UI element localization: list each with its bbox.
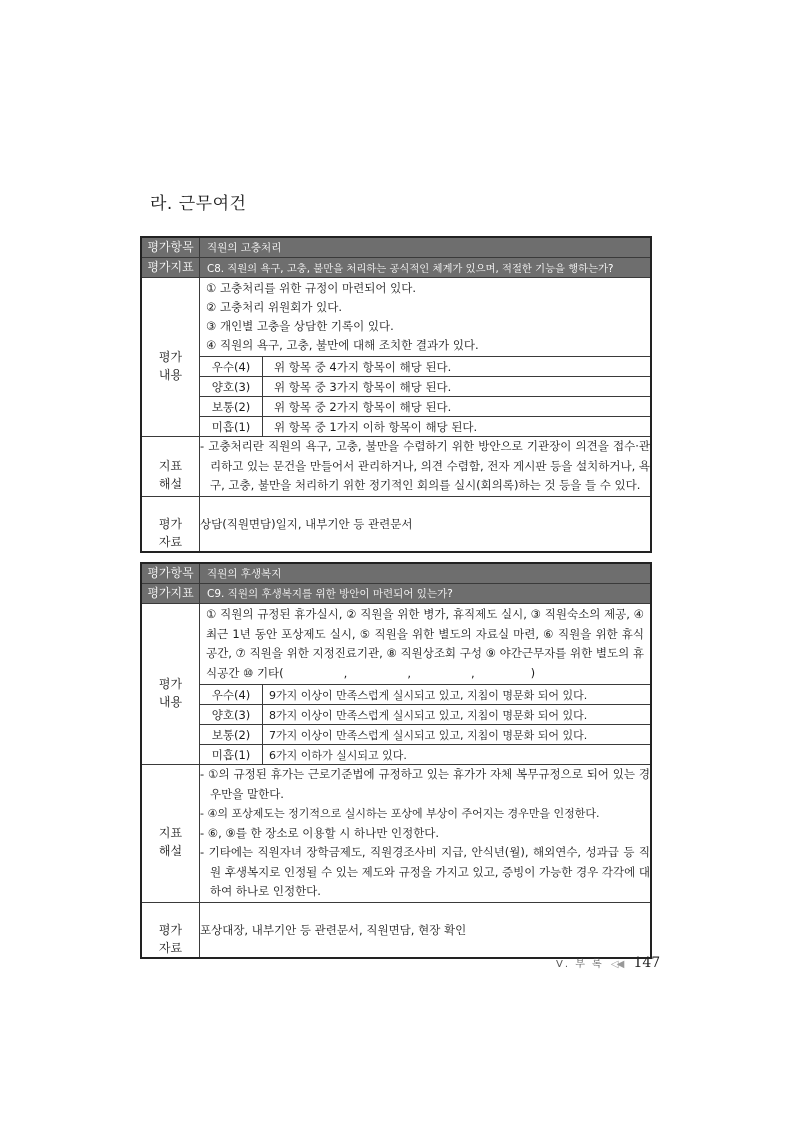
item-label: 평가항목	[141, 563, 200, 584]
content-paragraph	[200, 604, 650, 684]
evaluation-table-c8	[140, 236, 652, 553]
indicator-value: C8. 직원의 욕구, 고충, 불만을 처리하는 공식적인 체계가 있으며, 적절한 기능을 행하는가?	[200, 258, 652, 278]
page-number: 147	[633, 955, 661, 971]
material-label	[141, 496, 200, 552]
material-label	[141, 902, 200, 958]
explain-item: - ①의 규정된 휴가는 근로기준법에 규정하고 있는 휴가가 자체 복무규정으로 되어 있는 경우만을 말한다.	[200, 767, 650, 801]
grade-desc: 위 항목 중 2가지 항목이 해당 된다.	[263, 397, 651, 417]
grade-label: 보통(2)	[200, 397, 263, 417]
grade-row	[200, 357, 650, 377]
content-cell	[200, 604, 652, 765]
grade-row	[200, 417, 650, 437]
blank-sep: ,	[343, 665, 348, 680]
page-footer	[556, 955, 660, 971]
indicator-value: C9. 직원의 후생복지를 위한 방안이 마련되어 있는가?	[200, 584, 652, 604]
content-label-text: 평가 내용	[158, 677, 183, 709]
content-cell	[200, 278, 652, 437]
grade-desc: 7가지 이상이 만족스럽게 실시되고 있고, 지침이 명문화 되어 있다.	[263, 725, 651, 745]
content-text: ① 직원의 규정된 휴가실시, ② 직원을 위한 병가, 휴직제도 실시, ③ 직원숙소의 제공, ④ 최근 1년 동안 포상제도 실시, ⑤ 직원을 위한 별도의 자료실 마련, ⑥ 직원을 위한 휴식공간, ⑦ 직원을 위한 지정진료기관, ⑧ 직원상조회 구성 ⑨ 야간근무자를 위한 별도의 휴식공간 ⑩ 기타(	[206, 607, 644, 680]
grade-desc: 위 항목 중 4가지 항목이 해당 된다.	[263, 357, 651, 377]
grade-label: 보통(2)	[200, 725, 263, 745]
content-row	[141, 278, 651, 437]
grade-row	[200, 705, 650, 725]
grade-label: 양호(3)	[200, 705, 263, 725]
grade-desc: 9가지 이상이 만족스럽게 실시되고 있고, 지침이 명문화 되어 있다.	[263, 685, 651, 705]
footer-chapter: Ⅴ. 부 록	[556, 959, 604, 970]
header-row-indicator	[141, 584, 651, 604]
explain-label	[141, 765, 200, 903]
indicator-label: 평가지표	[141, 258, 200, 278]
blank-sep: )	[530, 665, 536, 680]
grade-table	[200, 356, 650, 436]
content-row	[141, 604, 651, 765]
explain-item: - ④의 포상제도는 정기적으로 실시하는 포상에 부상이 주어지는 경우만을 인정한다.	[200, 807, 600, 820]
material-row	[141, 902, 651, 958]
explain-cell	[200, 437, 652, 497]
material-value: 포상대장, 내부기안 등 관련문서, 직원면담, 현장 확인	[200, 902, 652, 958]
footer-arrows-icon: ◁◀	[610, 959, 623, 970]
material-value: 상담(직원면담)일지, 내부기안 등 관련문서	[200, 496, 652, 552]
explain-row	[141, 765, 651, 903]
grade-desc: 위 항목 중 3가지 항목이 해당 된다.	[263, 377, 651, 397]
item-value: 직원의 고충처리	[200, 237, 652, 258]
content-line: ② 고충처리 위원회가 있다.	[206, 300, 343, 314]
item-label: 평가항목	[141, 237, 200, 258]
explain-row	[141, 437, 651, 497]
content-line: ④ 직원의 욕구, 고충, 불만에 대해 조치한 결과가 있다.	[206, 338, 479, 352]
header-row-item	[141, 237, 651, 258]
explain-item: - ⑥, ⑨를 한 장소로 이용할 시 하나만 인정한다.	[200, 825, 440, 840]
explain-cell	[200, 765, 652, 903]
explain-label-text: 지표 해설	[158, 826, 183, 859]
material-row	[141, 496, 651, 552]
grade-row	[200, 725, 650, 745]
grade-row	[200, 745, 650, 765]
blank-sep: ,	[470, 665, 475, 680]
grade-row	[200, 377, 650, 397]
grade-row	[200, 685, 650, 705]
explain-item: - 기타에는 직원자녀 장학금제도, 직원경조사비 지급, 안식년(월), 해외연수, 성과급 등 직원 후생복지로 인정될 수 있는 제도와 규정을 가지고 있고, 증빙이 가능한 경우 각각에 대하여 하나로 인정한다.	[200, 845, 650, 898]
content-label	[141, 278, 200, 437]
header-row-item	[141, 563, 651, 584]
explain-text: - 고충처리란 직원의 욕구, 고충, 불만을 수렴하기 위한 방안으로 기관장이 의견을 접수·관리하고 있는 문건을 만들어서 관리하거나, 의견 수렴함, 전자 게시판 등을 설치하거나, 욕구, 고충, 불만을 처리하기 위한 정기적인 회의를 실시(회의록)하는 것 등을 들 수 있다.	[200, 439, 650, 492]
grade-desc: 6가지 이하가 실시되고 있다.	[263, 745, 651, 765]
explain-label-text: 지표 해설	[158, 459, 183, 492]
grade-label: 우수(4)	[200, 357, 263, 377]
grade-desc: 위 항목 중 1가지 이하 항목이 해당 된다.	[263, 417, 651, 437]
material-label-text: 평가 자료	[158, 516, 183, 549]
grade-label: 미흡(1)	[200, 417, 263, 437]
explain-label	[141, 437, 200, 497]
content-line: ① 고충처리를 위한 규정이 마련되어 있다.	[206, 281, 416, 295]
grade-label: 양호(3)	[200, 377, 263, 397]
evaluation-table-c9	[140, 562, 652, 959]
blank-sep: ,	[407, 665, 411, 680]
item-value: 직원의 후생복지	[200, 563, 652, 584]
content-line: ③ 개인별 고충을 상담한 기록이 있다.	[206, 319, 394, 333]
material-label-text: 평가 자료	[158, 922, 183, 955]
content-label	[141, 604, 200, 765]
section-title: 라. 근무여건	[150, 194, 247, 214]
grade-row	[200, 397, 650, 417]
grade-label: 우수(4)	[200, 685, 263, 705]
indicator-label: 평가지표	[141, 584, 200, 604]
grade-table	[200, 684, 650, 764]
header-row-indicator	[141, 258, 651, 278]
grade-desc: 8가지 이상이 만족스럽게 실시되고 있고, 지침이 명문화 되어 있다.	[263, 705, 651, 725]
grade-label: 미흡(1)	[200, 745, 263, 765]
content-list	[200, 278, 650, 356]
content-label-text: 평가 내용	[158, 350, 183, 382]
